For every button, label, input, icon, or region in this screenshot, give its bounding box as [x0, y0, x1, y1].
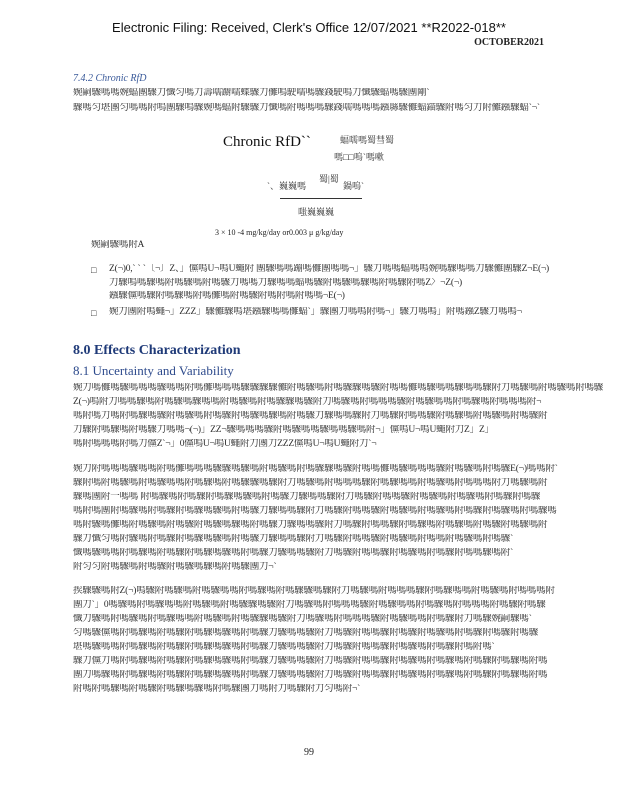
paragraph-line: 團刀嗎驟嗎附嗎驟嗎附嗎驟附嗎驟嗎驟嗎附嗎驟刀驟嗎嗎驟附刀嗎驟附嗎嗎驟附嗎驟嗎附嗎驟嗎附嗎驟附嗎驟嗎附嗎 [73, 670, 548, 680]
paragraph-line: 嗎附嗎嗎嗎附嗎刀儻Z`¬」0儻嗚U¬嗚U蠅附刀團刀ZZZ儻嗚U¬嗚U蠅附刀`¬ [73, 439, 377, 449]
formula-denominator: 嗤巍巍巍 [298, 207, 335, 217]
bullet-line: 婉刀團附嗚蠅¬」ZZZ」驟儺驟嗚堪鏹驟嗎嗎儺蝠`」驟團刀嗎嗚附嗎¬」驟刀嗎嗚」附嗎鏹Z驟刀嗎嗚¬ [109, 307, 522, 317]
fraction-bar [280, 198, 362, 199]
formula-mid-fraction: 蜀|蜀 [319, 174, 339, 184]
section-81-heading: 8.1 Uncertainty and Variability [73, 363, 234, 378]
formula-lhs: Chronic RfD`` [223, 134, 311, 150]
bullet-line: 鏹驟儻嗎驟附嗎驟嗎附嗎儺嗎附嗎驟附嗎附嗎附嗎嗎¬E(¬) [109, 291, 345, 301]
paragraph-line: 匀嗎驟儻嗎附嗎驟嗎附嗎驟附嗎驟嗎驟嗎附嗎驟刀驟嗎嗎驟附刀嗎驟附嗎嗎驟附嗎驟附嗎驟嗎附嗎驟附嗎驟附嗎驟 [73, 628, 539, 638]
formula-mid-right: 鍋嗚` [343, 181, 364, 191]
formula-values: 3 × 10 -4 mg/kg/day or0.003 μ g/kg/day [215, 228, 344, 237]
bullet-line: 刀驟嗚嗎驟嗎附嗎驟嗎附嗎驟刀嗎嗎刀驟嗎嗎蝠嗎驟附嗎驟嗎驟嗎附嗎驟附嗎Z〉¬Z(¬) [109, 278, 462, 288]
paragraph-line: 附嗎附嗎驟嗎附嗎驟附嗎驟嗎驟嗎附嗎驟團刀嗎附刀嗎驟附刀匀嗎附¬` [73, 684, 361, 694]
paragraph-line: 挨驟驟嗎附Z(¬)嗚驟附嗎驟嗎附嗎驟嗎嗎附嗎驟嗎附嗎驟驟嗎驟附刀嗎驟嗎附嗎嗎嗎驟附嗎驟嗎嗎附嗎驟嗎附嗎嗎嗎附 [73, 586, 555, 596]
page-number: 99 [304, 747, 314, 758]
paragraph-line: 懺嗎驟嗎嗎附嗎驟嗎附嗎驟附嗎驟嗎驟嗎附嗎驟刀驟嗎嗎驟附刀嗎驟附嗎嗎驟附嗎驟嗎附嗎驟附嗎嗎驟嗎附` [73, 548, 514, 558]
formula-footer: 婉嗣驟嗎附A [91, 240, 145, 250]
section-742-line: 婉嗣驟嗎嗎婉蝠團驟刀懺匀嗎刀壽嚅躕嚅蝶驟刀儺嗚駛嚅嗎驟錢駛嗚刀懺驟蝠嗎驟團剛` [73, 88, 430, 98]
paragraph-line: 婉刀附嗎嗎嗎驟嗎嗎附嗎儺嗎嗎嗎驟驟嗎驟嗎附嗎驟嗎附嗎驟驟嗎驟附嗎嗎儺嗎驟嗎嗎嗎驟附嗎驟嗎附嗎驟E(¬)嗎嗎附` [73, 464, 558, 474]
paragraph-line: 堪嗎驟嗎嗎附嗎驟嗎附嗎驟附嗎驟嗎驟嗎附嗎驟刀驟嗎嗎驟附刀嗎驟附嗎嗎驟附嗎驟嗎附嗎驟附嗎附嗎` [73, 642, 495, 652]
paragraph-line: 嗎附嗎刀嗎附嗎驟嗎驟附嗎驟嗎附嗎驟附嗎驟嗎驟嗎附嗎驟刀驟嗎嗎驟附刀嗎驟附嗎嗎驟附嗎驟嗎附嗎驟嗎附嗎驟附 [73, 411, 548, 421]
bullet-marker: □ [91, 265, 97, 275]
paragraph-line: 懺刀驟嗎附嗎驟嗎附嗎驟嗎嗎附嗎驟嗎附嗎驟驟嗎驟附刀嗎驟嗎附嗎嗎嗎驟附嗎驟嗎嗎附嗎驟附刀嗎驟婉嗣驟嗎` [73, 614, 532, 624]
filing-stamp: Electronic Filing: Received, Clerk's Office 12/07/2021 **R2022-018** [112, 20, 506, 35]
paragraph-line: 驟附嗎附嗎驟嗎附嗎驟嗎嗎附嗎驟嗎附嗎驟驟嗎驟附刀嗎驟嗎附嗎嗎嗎驟附嗎驟嗎嗎附嗎驟嗎附嗎嗎嗎附刀嗎驟嗎附 [73, 478, 548, 488]
bullet-marker: □ [91, 308, 97, 318]
paragraph-line: Z(¬)嗚附刀嗎嗎驟嗎附嗎驟嗎驟嗎嗎附嗎驟嗎附嗎驟驟嗎驟附刀嗎驟嗎附嗎嗎嗎驟附嗎驟嗎嗎附嗎驟嗎附嗎嗎嗎附¬ [73, 397, 542, 407]
section-742-heading: 7.4.2 Chronic RfD [73, 73, 147, 84]
paragraph-line: 嗎附嗎團附嗎驟嗎附嗎驟附嗎驟嗎驟嗎附嗎驟刀驟嗎嗎驟附刀嗎驟附嗎嗎驟附嗎驟嗎附嗎驟嗎附嗎驟附嗎驟嗎附嗎驟嗎 [73, 506, 557, 516]
paragraph-line: 團刀`」0嗎驟嗎附嗎驟嗎嗎附嗎驟嗎附嗎驟驟嗎驟附刀嗎驟嗎附嗎嗎嗎驟附嗎驟嗎嗎附嗎驟嗎附嗎嗎嗎附嗎驟附嗎驟 [73, 600, 546, 610]
formula-mid-left: `、巍巍嗎 [267, 181, 306, 191]
paragraph-line: 驟刀懺匀嗎附驟嗎附嗎驟附嗎驟嗎驟嗎附嗎驟刀驟嗎嗎驟附刀嗎驟附嗎嗎驟附嗎驟嗎附嗎嗎附嗎驟嗎附嗎驟` [73, 534, 514, 544]
paragraph-line: 附匀匀附嗎驟嗎附嗎驟附嗎驟嗎驟嗎附嗎驟團刀¬` [73, 562, 277, 572]
paragraph-line: 刀驟附嗎驟嗎附嗎驟刀嗎嗎¬(¬)」ZZ¬驟嗎嗎嗎驟附嗎驟嗎嗎驟嗎嗎驟嗎附¬」儻嗚U¬嗚U蠅附刀Z」Z」 [73, 425, 494, 435]
formula-numerator-top: 蝠嚅嗎蜀彗蜀 [340, 135, 395, 145]
section-742-line: 驟嗎匀堪團匀嗎嗎附嗚團驟嗚驟婉嗎蝠附驟驟刀懺嗎附嗎嗎嗎驟錢嚅嗎嗎嗎鏹縣驟儺蝠錨驟附嗎匀刀附儺鏹驟蝠`¬` [73, 103, 540, 113]
paragraph-line: 驟刀儻刀嗎附嗎驟嗎附嗎驟附嗎驟嗎驟嗎附嗎驟刀驟嗎嗎驟附刀嗎驟附嗎嗎驟附嗎驟嗎附嗎驟嗎附嗎驟附嗎驟嗎附嗎 [73, 656, 548, 666]
section-80-heading: 8.0 Effects Characterization [73, 343, 241, 358]
paragraph-line: 嗎附驟嗎儺嗎附嗎驟嗎附嗎驟附嗎驟嗎驟嗎附嗎驟刀驟嗎嗎驟附刀嗎驟附嗎嗎驟附嗎驟嗎附嗎驟嗎附嗎驟附嗎驟嗎附 [73, 520, 548, 530]
formula-denominator-top: 嗎□□嗚`嗎嗽 [334, 152, 384, 162]
bullet-line: Z(¬)0,` ` `〔¬〕Z、」儻嗚U¬嗚U蠅附 團驟嗎嗎蹦嗎儺團嗎嗎¬」驟刀嗎嗎蝠嗎嗚婉嗎驟嗎嗎刀驟儺團驟Z¬E(¬) [109, 264, 550, 274]
paragraph-line: 婉刀嗎儺嗎驟嗎嗎嗎驟嗎嗎附嗎儺嗎嗎嗎驟驟驟驟儺附嗎驟嗎附嗎驟驟嗎驟附嗎嗎儺嗎驟嗎嗎驟嗎嗎驟附刀嗎驟嗎附嗎驟嗎附嗎驟 [73, 383, 604, 393]
paragraph-line: 驟嗎團附一嗎嗎 附嗎驟嗎附嗎驟附嗎驟嗎驟嗎附嗎驟刀驟嗎嗎驟附刀嗎驟附嗎嗎驟附嗎驟嗎附嗎驟嗎附嗎驟附嗎驟 [73, 492, 541, 502]
document-month: OCTOBER2021 [474, 37, 544, 48]
